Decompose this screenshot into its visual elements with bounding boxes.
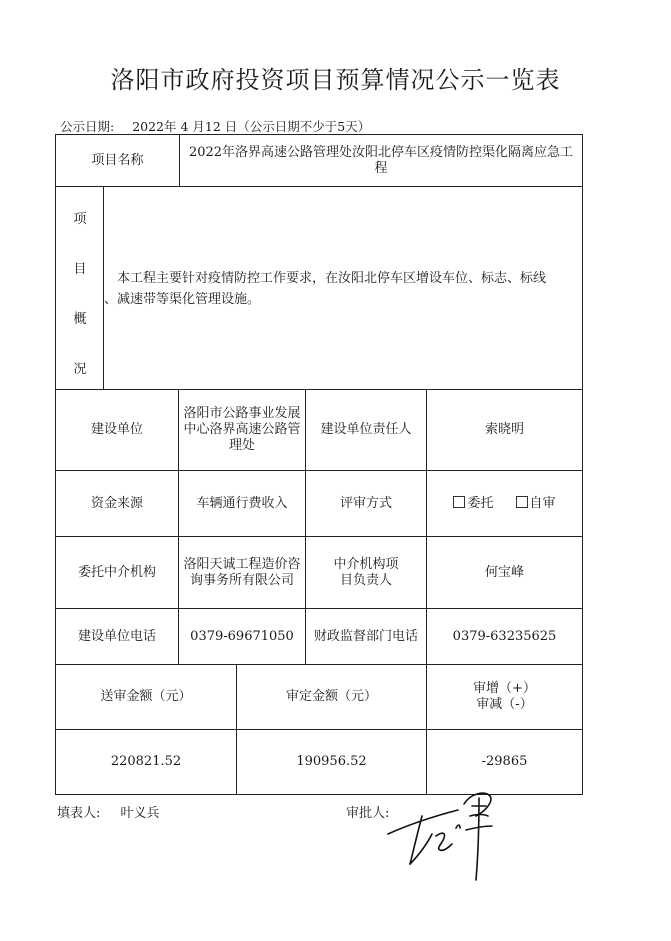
filler-label: 填表人: bbox=[57, 806, 101, 821]
project-name-label: 项目名称 bbox=[91, 152, 144, 168]
page-title: 洛阳市政府投资项目预算情况公示一览表 bbox=[110, 66, 561, 94]
overview-label-char: 概 bbox=[73, 312, 87, 327]
publish-date-label: 公示日期: bbox=[60, 119, 115, 134]
review-option-entrust[interactable] bbox=[453, 496, 493, 512]
overview-text-line2: 、减速带等渠化管理设施。 bbox=[104, 292, 261, 307]
review-option-self-label: 自审 bbox=[529, 495, 556, 511]
filler-line bbox=[57, 802, 160, 821]
handwritten-signature bbox=[380, 776, 510, 886]
overview-label-char: 项 bbox=[73, 212, 87, 227]
review-method-options bbox=[427, 471, 582, 536]
construction-phone-value: 0379-69671050 bbox=[190, 628, 294, 644]
submitted-amount-label: 送审金额（元） bbox=[100, 689, 192, 704]
approved-amount-label: 审定金额（元） bbox=[285, 689, 377, 704]
publish-date-line bbox=[60, 117, 370, 135]
diff-amount-value: -29865 bbox=[481, 754, 528, 769]
review-method-label: 评审方式 bbox=[339, 495, 392, 511]
agency-leader-value: 何宝峰 bbox=[484, 564, 524, 580]
publish-date-value: 2022年 4 月12 日（公示日期不少于5天） bbox=[132, 119, 371, 134]
finance-phone-label: 财政监督部门电话 bbox=[313, 628, 418, 644]
agency-label: 委托中介机构 bbox=[77, 564, 156, 580]
submitted-amount-value: 220821.52 bbox=[110, 754, 182, 769]
agency-value: 洛阳天诚工程造价咨询事务所有限公司 bbox=[183, 556, 301, 588]
approver-label: 审批人: bbox=[346, 806, 390, 821]
checkbox-icon bbox=[453, 496, 465, 508]
overview-text-line1: 本工程主要针对疫情防控工作要求，在汝阳北停车区增设车位、标志、标线 bbox=[117, 271, 547, 286]
overview-label-char: 况 bbox=[73, 362, 87, 377]
project-name-value: 2022年洛界高速公路管理处汝阳北停车区疫情防控渠化隔离应急工程 bbox=[188, 144, 574, 176]
checkbox-icon bbox=[516, 496, 528, 508]
diff-amount-label bbox=[427, 665, 582, 729]
funding-value: 车辆通行费收入 bbox=[196, 495, 288, 511]
approved-amount-value: 190956.52 bbox=[296, 754, 367, 769]
construction-unit-value: 洛阳市公路事业发展中心洛界高速公路管理处 bbox=[183, 406, 301, 453]
decrease-label: 审减（-） bbox=[476, 697, 533, 712]
construction-leader-label: 建设单位责任人 bbox=[320, 422, 412, 437]
filler-name: 叶义兵 bbox=[120, 806, 160, 821]
construction-phone-label: 建设单位电话 bbox=[77, 628, 156, 644]
review-option-self[interactable] bbox=[516, 496, 556, 512]
agency-leader-label: 中介机构项目负责人 bbox=[333, 556, 399, 588]
construction-leader-value: 索晓明 bbox=[484, 422, 524, 437]
finance-phone-value: 0379-63235625 bbox=[452, 628, 557, 644]
increase-label: 审增（+） bbox=[473, 681, 536, 696]
overview-label-char: 目 bbox=[73, 262, 87, 277]
review-option-entrust-label: 委托 bbox=[467, 495, 494, 511]
construction-unit-label: 建设单位 bbox=[90, 422, 143, 437]
funding-label: 资金来源 bbox=[90, 495, 143, 511]
